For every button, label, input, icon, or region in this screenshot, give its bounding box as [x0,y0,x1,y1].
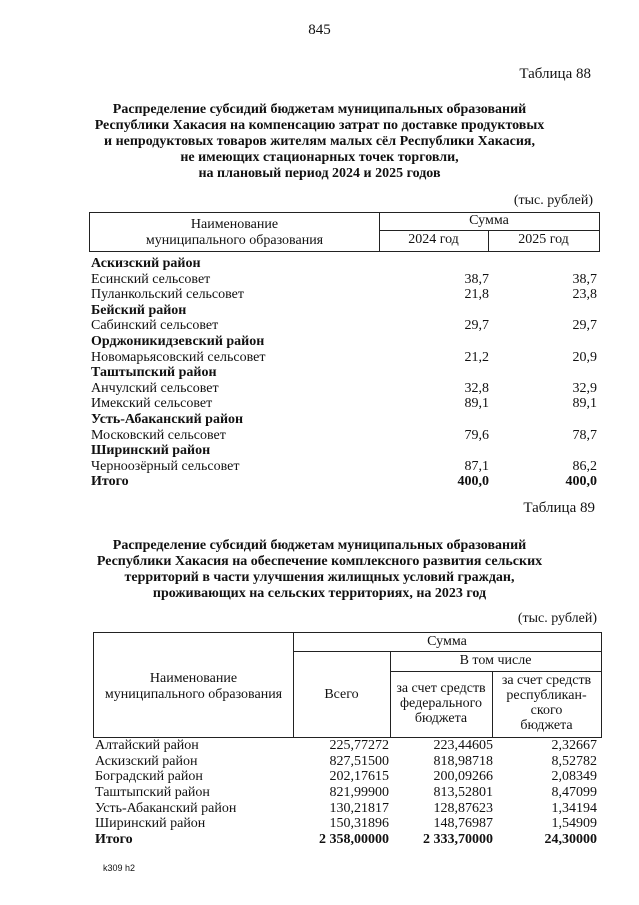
row-name: Московский сельсовет [91,427,226,443]
row-name: Бейский район [91,302,187,318]
value-republic: 8,47099 [551,785,597,801]
table-88-unit: (тыс. рублей) [513,193,593,208]
table-row [95,785,601,801]
table-89-header [93,632,602,738]
header-republic [492,673,601,733]
value-2025: 89,1 [572,396,597,412]
table-row [91,474,597,490]
table-row [91,396,597,412]
value-2024: 29,7 [464,318,489,334]
value-federal: 148,76987 [433,816,493,832]
row-name: Черноозёрный сельсовет [91,458,240,474]
value-federal: 813,52801 [433,785,493,801]
row-name: Итого [91,474,129,490]
value-2024: 21,8 [464,287,489,303]
value-total: 130,21817 [329,800,389,816]
row-name: Есинский сельсовет [91,271,211,287]
value-2024: 400,0 [457,474,489,490]
table-row [91,350,597,366]
row-name: Усть-Абаканский район [91,411,244,427]
value-total: 827,51500 [329,753,389,769]
value-total: 150,31896 [329,816,389,832]
table-row [95,816,601,832]
table-row [95,754,601,770]
value-republic: 1,54909 [551,816,597,832]
row-name: Алтайский район [95,738,199,753]
table-row [95,738,601,754]
value-republic: 1,34194 [551,800,597,816]
row-name: Сабинский сельсовет [91,318,219,334]
table-row [95,832,601,848]
value-2024: 89,1 [464,396,489,412]
table-row [91,303,597,319]
value-federal: 223,44605 [433,738,493,753]
value-republic: 2,32667 [551,738,597,753]
value-2025: 400,0 [565,474,597,490]
table-88-body [91,256,597,490]
header-year-2025: 2025 год [518,232,569,247]
value-total: 2 358,00000 [319,832,389,848]
value-2025: 78,7 [572,427,597,443]
value-2025: 29,7 [572,318,597,334]
row-name: Пуланкольский сельсовет [91,287,245,303]
value-2024: 38,7 [464,271,489,287]
table-row [91,459,597,475]
header-name-line1: Наименование [149,671,238,686]
header-sum: Сумма [427,634,467,649]
title-line: территорий в части улучшения жилищных условий граждан, [124,570,515,585]
value-total: 821,99900 [329,785,389,801]
header-including: В том числе [459,653,532,668]
table-row [91,412,597,428]
value-republic: 2,08349 [551,769,597,785]
table-88-label: Таблица 88 [519,66,591,82]
row-name: Итого [95,832,133,848]
table-row [95,769,601,785]
table-row [91,365,597,381]
table-89-title [0,538,639,602]
value-2025: 20,9 [572,349,597,365]
header-name-line1: Наименование [190,217,279,232]
header-republic-line: республикан- [506,688,587,703]
header-federal-line: федерального [399,696,483,711]
value-2024: 87,1 [464,458,489,474]
value-2025: 23,8 [572,287,597,303]
title-line: Республики Хакасия на компенсацию затрат по доставке продуктовых [94,118,545,133]
title-line: Республики Хакасия на обеспечение комплексного развития сельских [96,554,543,569]
value-2024: 32,8 [464,380,489,396]
title-line: на плановый период 2024 и 2025 годов [198,166,441,181]
value-republic: 8,52782 [551,753,597,769]
table-88-header [89,212,600,252]
table-row [91,287,597,303]
footer-code: k309 h2 [103,863,136,873]
header-republic-line: бюджета [520,718,573,733]
table-row [91,256,597,272]
value-total: 202,17615 [329,769,389,785]
title-line: Распределение субсидий бюджетам муниципальных образований [112,102,527,117]
header-federal-line: бюджета [414,711,468,726]
table-row [91,428,597,444]
title-line: не имеющих стационарных точек торговли, [180,150,459,165]
value-federal: 818,98718 [433,753,493,769]
row-name: Аскизский район [95,753,198,769]
title-line: проживающих на сельских территориях, на 2023 год [152,586,487,601]
value-federal: 200,09266 [433,769,493,785]
table-89-label: Таблица 89 [523,500,595,516]
row-name: Ширинский район [95,816,206,832]
value-2024: 21,2 [464,349,489,365]
header-federal [390,681,492,726]
value-2025: 86,2 [572,458,597,474]
header-sum: Сумма [469,213,509,228]
value-2024: 79,6 [464,427,489,443]
table-row [91,334,597,350]
table-row [91,381,597,397]
value-2025: 32,9 [572,380,597,396]
value-2025: 38,7 [572,271,597,287]
table-row [95,801,601,817]
header-name-line2: муниципального образования [104,687,283,702]
row-name: Ширинский район [91,443,211,459]
row-name: Усть-Абаканский район [95,800,237,816]
row-name: Боградский район [95,769,203,785]
table-88-title [0,102,639,182]
value-federal: 128,87623 [433,800,493,816]
value-federal: 2 333,70000 [423,832,493,848]
row-name: Таштыпский район [91,365,217,381]
row-name: Анчулский сельсовет [91,380,219,396]
value-republic: 24,30000 [544,832,597,848]
row-name: Аскизский район [91,256,201,271]
table-row [91,272,597,288]
table-89-unit: (тыс. рублей) [517,611,597,626]
header-year-2024: 2024 год [408,232,459,247]
value-total: 225,77272 [329,738,389,753]
title-line: и непродуктовых товаров жителям малых сёл Республики Хакасия, [104,134,535,149]
table-89-body [95,738,601,848]
header-republic-line: за счет средств [501,673,592,688]
table-row [91,318,597,334]
table-row [91,443,597,459]
header-federal-line: за счет средств [396,681,486,696]
row-name: Новомарьясовский сельсовет [91,349,266,365]
row-name: Орджоникидзевский район [91,333,265,349]
row-name: Имекский сельсовет [91,396,213,412]
header-total: Всего [324,687,359,702]
page-number: 845 [308,22,331,38]
header-republic-line: ского [530,703,563,718]
row-name: Таштыпский район [95,785,210,801]
title-line: Распределение субсидий бюджетам муниципальных образований [112,538,527,553]
header-name-line2: муниципального образования [145,233,324,248]
